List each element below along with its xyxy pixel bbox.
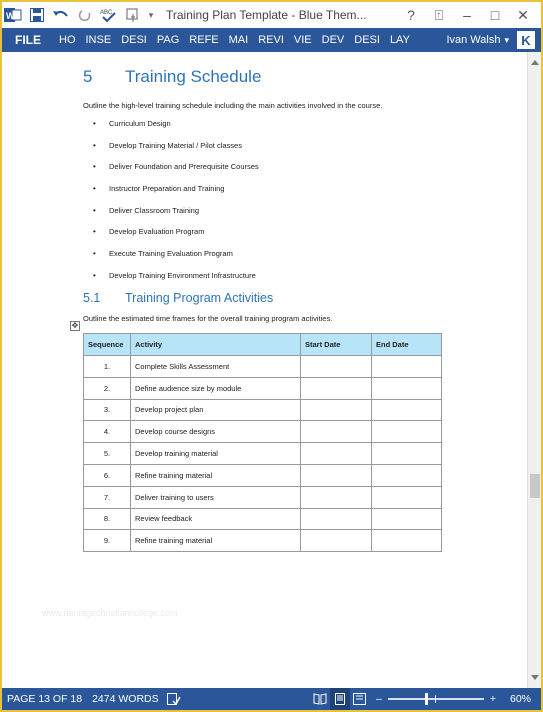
heading-number: 5 [83, 67, 93, 86]
word-count[interactable]: 2474 WORDS [92, 693, 159, 705]
activity-bullet-list [93, 119, 259, 293]
tab-developer[interactable]: DEV [321, 34, 345, 46]
scrollbar-thumb[interactable] [530, 474, 540, 498]
minimize-icon[interactable]: – [463, 7, 471, 23]
end-date-cell[interactable] [372, 530, 442, 552]
activity-cell[interactable]: Refine training material [131, 530, 301, 552]
list-item-text: Develop Evaluation Program [109, 227, 205, 237]
quick-access-toolbar [2, 2, 158, 28]
sequence-cell[interactable]: 4. [84, 421, 131, 443]
activity-cell[interactable]: Develop training material [131, 443, 301, 465]
user-account[interactable] [446, 28, 541, 52]
activity-cell[interactable]: Deliver training to users [131, 486, 301, 508]
user-name: Ivan Walsh [446, 34, 501, 46]
list-item-text: Curriculum Design [109, 119, 171, 128]
start-date-cell[interactable] [301, 443, 372, 465]
tab-home[interactable]: HO [59, 34, 76, 46]
end-date-cell[interactable] [372, 356, 442, 378]
heading-text: Training Schedule [125, 67, 262, 86]
zoom-slider-center-mark [435, 695, 436, 703]
list-item-text: Instructor Preparation and Training [109, 184, 225, 194]
column-header-activity[interactable]: Activity [131, 334, 301, 356]
list-item [93, 184, 259, 206]
table-header-row [84, 334, 442, 356]
start-date-cell[interactable] [301, 464, 372, 486]
list-item-text: Deliver Foundation and Prerequisite Courses [109, 162, 259, 172]
heading-text: Training Program Activities [125, 291, 274, 305]
column-header-end-date[interactable]: End Date [372, 334, 442, 356]
start-date-cell[interactable] [301, 399, 372, 421]
status-bar [2, 688, 541, 710]
watermark-text: www.heritagechristiancollege.com [42, 608, 178, 618]
end-date-cell[interactable] [372, 421, 442, 443]
tab-view[interactable]: VIE [293, 34, 312, 46]
start-date-cell[interactable] [301, 421, 372, 443]
activity-cell[interactable]: Review feedback [131, 508, 301, 530]
bullet-icon: • [93, 119, 96, 128]
activities-intro-text: Outline the estimated time frames for the overall training program activities. [83, 314, 333, 323]
tab-file[interactable]: FILE [15, 33, 41, 47]
column-header-start-date[interactable]: Start Date [301, 334, 372, 356]
undo-icon[interactable] [50, 4, 72, 26]
tab-review[interactable]: REVI [258, 34, 284, 46]
table-row [84, 443, 442, 465]
proofing-icon[interactable] [164, 688, 184, 710]
zoom-slider[interactable] [376, 693, 496, 705]
heading-number: 5.1 [83, 291, 101, 305]
bullet-icon: • [93, 184, 96, 194]
table-row [84, 421, 442, 443]
save-icon[interactable] [26, 4, 48, 26]
table-row [84, 464, 442, 486]
window-controls [397, 2, 537, 28]
customize-toolbar-icon[interactable]: ▾ [148, 9, 154, 20]
heading-training-schedule [83, 67, 261, 87]
start-date-cell[interactable] [301, 377, 372, 399]
list-item-text: Develop Training Material / Pilot classes [109, 140, 242, 150]
schedule-intro-text: Outline the high-level training schedule including the main activities involved in the course. [83, 101, 383, 110]
activity-cell[interactable]: Define audience size by module [131, 377, 301, 399]
list-item [93, 162, 259, 184]
table-row [84, 508, 442, 530]
page-count[interactable]: PAGE 13 OF 18 [7, 693, 83, 705]
end-date-cell[interactable] [372, 399, 442, 421]
tab-references[interactable]: REFE [189, 34, 219, 46]
web-layout-icon[interactable] [350, 688, 370, 710]
zoom-in-button[interactable]: + [489, 693, 496, 705]
heading-training-program-activities [83, 291, 273, 305]
redo-icon[interactable] [74, 4, 96, 26]
bullet-icon: • [93, 270, 96, 280]
table-row [84, 486, 442, 508]
activity-cell[interactable]: Develop course designs [131, 421, 301, 443]
bullet-icon: • [93, 227, 96, 237]
list-item [93, 249, 259, 271]
spelling-check-icon[interactable] [98, 4, 120, 26]
window-title: Training Plan Template - Blue Them... [166, 8, 367, 22]
sequence-cell[interactable]: 8. [84, 508, 131, 530]
list-item-text: Develop Training Environment Infrastructure [109, 270, 256, 280]
word-app-icon[interactable] [2, 4, 24, 26]
end-date-cell[interactable] [372, 486, 442, 508]
zoom-slider-knob[interactable] [425, 693, 428, 705]
training-activities-table[interactable] [83, 333, 442, 552]
sequence-cell[interactable]: 2. [84, 377, 131, 399]
tab-design[interactable]: DESI [121, 34, 147, 46]
ribbon-display-options-icon[interactable]: ⍐ [434, 6, 444, 23]
start-date-cell[interactable] [301, 356, 372, 378]
list-item [93, 141, 259, 163]
title-bar [2, 2, 541, 28]
table-row [84, 530, 442, 552]
tab-mailings[interactable]: MAI [228, 34, 249, 46]
tab-page-layout[interactable]: PAG [156, 34, 180, 46]
activity-cell[interactable]: Develop project plan [131, 399, 301, 421]
sequence-cell[interactable]: 3. [84, 399, 131, 421]
vertical-scrollbar[interactable] [527, 52, 541, 688]
end-date-cell[interactable] [372, 508, 442, 530]
list-item [93, 271, 259, 293]
close-icon[interactable]: ✕ [517, 6, 529, 23]
bullet-icon: • [93, 205, 96, 215]
start-date-cell[interactable] [301, 530, 372, 552]
sequence-cell[interactable]: 7. [84, 486, 131, 508]
bullet-icon: • [93, 249, 96, 259]
list-item-text: Execute Training Evaluation Program [109, 249, 233, 259]
end-date-cell[interactable] [372, 464, 442, 486]
svg-text:W: W [6, 11, 15, 21]
bullet-icon: • [93, 162, 96, 172]
scroll-up-icon[interactable] [531, 60, 539, 65]
end-date-cell[interactable] [372, 443, 442, 465]
sequence-cell[interactable]: 6. [84, 464, 131, 486]
sequence-cell[interactable]: 5. [84, 443, 131, 465]
column-header-sequence[interactable]: Sequence [84, 334, 131, 356]
document-page[interactable] [2, 52, 527, 688]
tab-table-layout[interactable]: LAY [389, 34, 410, 46]
table-row [84, 399, 442, 421]
read-mode-icon[interactable] [310, 688, 330, 710]
zoom-out-button[interactable]: – [376, 693, 382, 705]
scroll-down-icon[interactable] [531, 675, 539, 680]
table-row [84, 377, 442, 399]
list-item-text: Deliver Classroom Training [109, 205, 200, 215]
maximize-icon[interactable]: □ [490, 7, 500, 23]
activity-cell[interactable]: Refine training material [131, 464, 301, 486]
start-date-cell[interactable] [301, 486, 372, 508]
list-item [93, 227, 259, 249]
tab-insert[interactable]: INSE [85, 34, 112, 46]
start-date-cell[interactable] [301, 508, 372, 530]
end-date-cell[interactable] [372, 377, 442, 399]
bullet-icon: • [93, 140, 96, 150]
zoom-slider-track[interactable] [388, 698, 484, 700]
activity-cell[interactable]: Complete Skills Assessment [131, 356, 301, 378]
sequence-cell[interactable]: 1. [84, 356, 131, 378]
avatar: K [517, 31, 535, 49]
touch-mode-icon[interactable] [122, 4, 144, 26]
table-row [84, 356, 442, 378]
zoom-level[interactable]: 60% [509, 693, 531, 705]
svg-text:ABC: ABC [100, 10, 113, 16]
list-item [93, 206, 259, 228]
tab-table-design[interactable]: DESI [354, 34, 380, 46]
print-layout-icon[interactable] [330, 688, 350, 710]
list-item [93, 119, 259, 141]
table-move-handle-icon[interactable]: ✥ [71, 321, 79, 330]
ribbon-tab-bar [2, 28, 541, 52]
chevron-down-icon: ▾ [504, 34, 509, 45]
sequence-cell[interactable]: 9. [84, 530, 131, 552]
help-icon[interactable]: ? [407, 7, 415, 23]
